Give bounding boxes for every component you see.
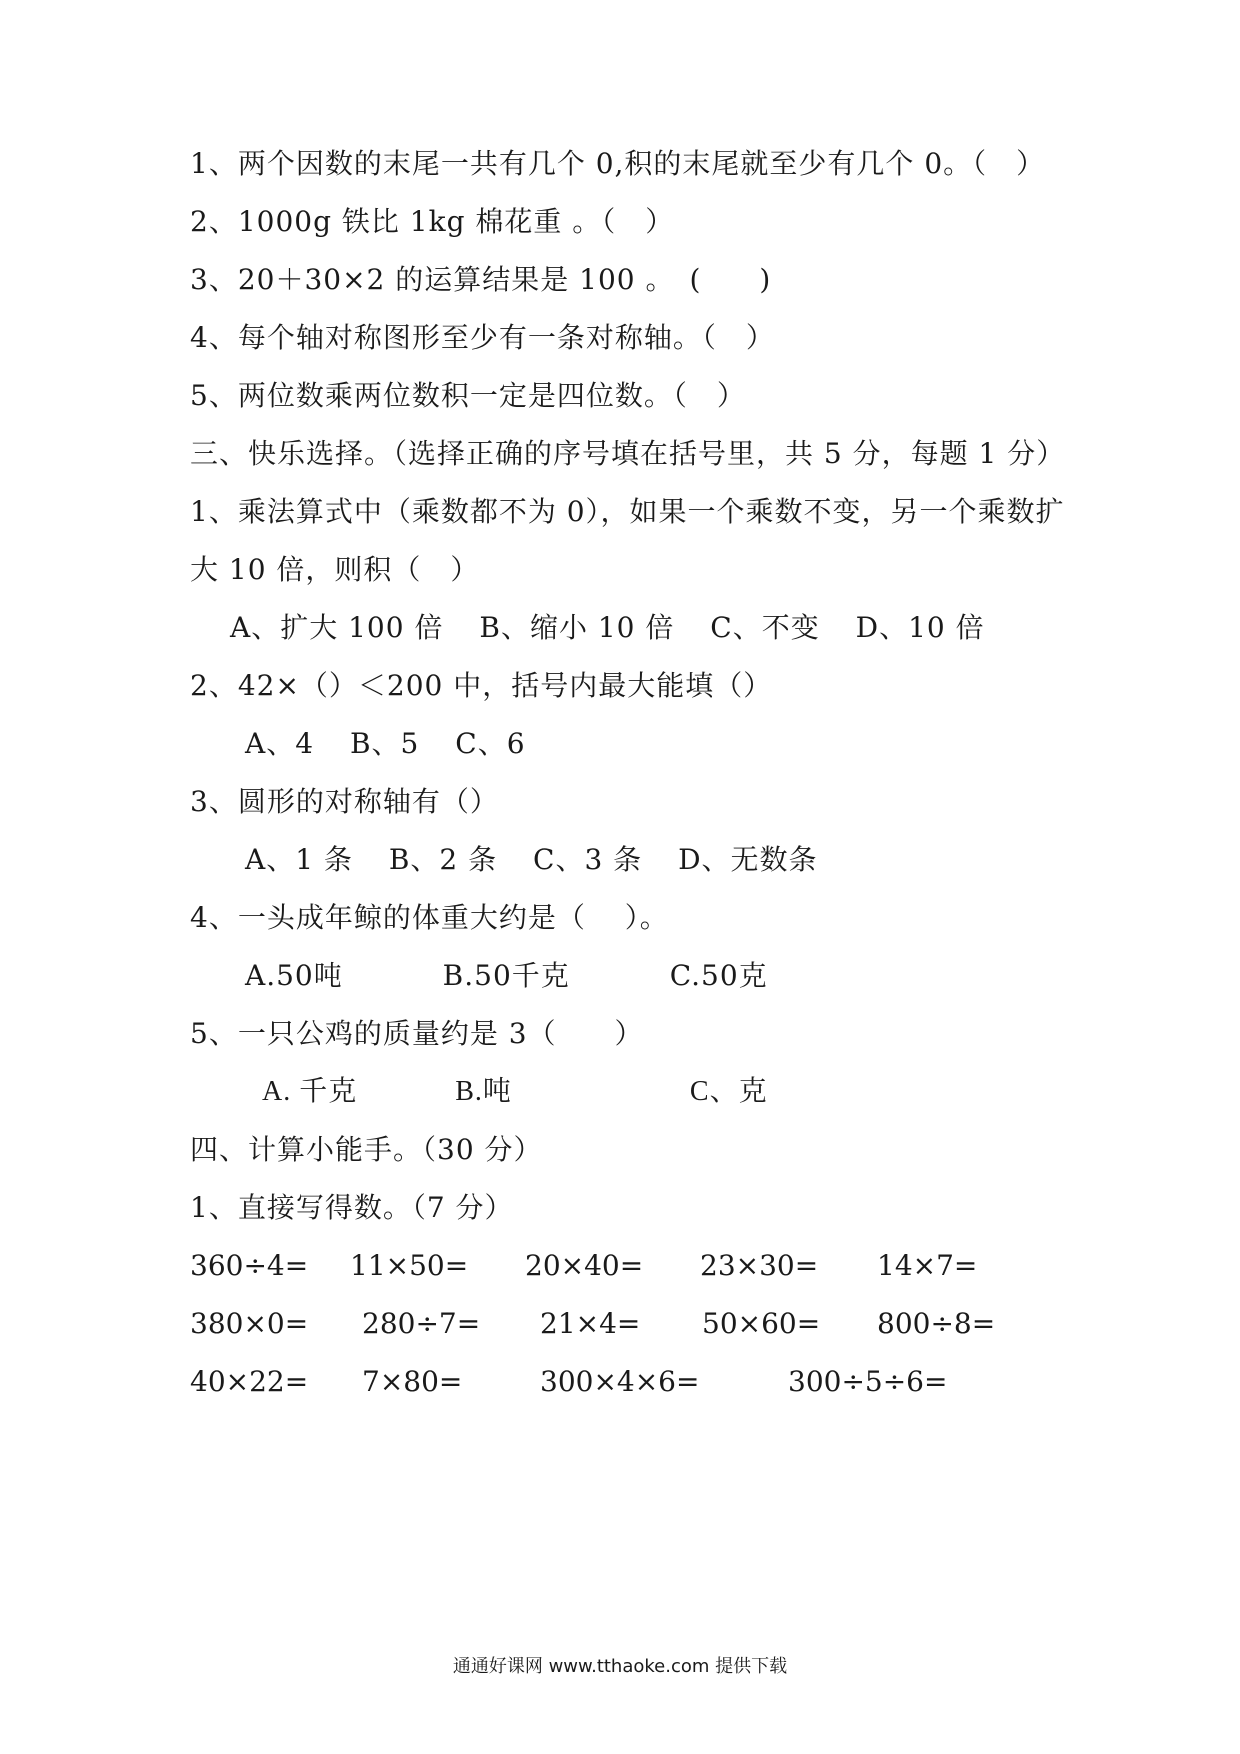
option-d: D、无数条 — [678, 843, 818, 876]
choice-q3: 3、圆形的对称轴有（） — [190, 785, 499, 818]
calc-item: 40×22= — [190, 1365, 309, 1398]
option-b: B.50千克 — [442, 959, 570, 992]
option-c: C、不变 — [710, 611, 820, 644]
choice-q2: 2、42×（）＜200 中，括号内最大能填（） — [190, 669, 773, 702]
judge-question-2: 2、1000g 铁比 1kg 棉花重 。（ ） — [190, 205, 675, 238]
calc-item: 280÷7= — [362, 1307, 481, 1340]
section-3-title: 三、快乐选择。（选择正确的序号填在括号里，共 5 分，每题 1 分） — [190, 437, 1066, 470]
calc-item: 800÷8= — [877, 1307, 996, 1340]
option-c: C、克 — [689, 1076, 768, 1107]
choice-q1-line1: 1、乘法算式中（乘数都不为 0），如果一个乘数不变，另一个乘数扩 — [190, 495, 1065, 528]
judge-question-4: 4、每个轴对称图形至少有一条对称轴。（ ） — [190, 321, 775, 354]
choice-q1-line2: 大 10 倍，则积（ ） — [190, 553, 480, 586]
calc-subsection-1: 1、直接写得数。（7 分） — [190, 1191, 514, 1224]
calc-item: 14×7= — [877, 1249, 978, 1282]
choice-q5-options — [262, 1074, 794, 1110]
calc-item: 300×4×6= — [540, 1365, 700, 1398]
choice-q4-options — [245, 958, 794, 994]
option-b: B.吨 — [455, 1076, 512, 1107]
calc-item: 20×40= — [525, 1249, 644, 1282]
calc-item: 50×60= — [702, 1307, 821, 1340]
option-b: B、5 — [349, 727, 420, 760]
calc-item: 7×80= — [362, 1365, 463, 1398]
choice-q1-options — [230, 610, 1011, 646]
option-b: B、缩小 10 倍 — [479, 611, 675, 644]
choice-q2-options — [245, 726, 552, 762]
option-d: D、10 倍 — [855, 611, 985, 644]
option-a: A. 千克 — [262, 1076, 358, 1107]
calc-item: 11×50= — [350, 1249, 469, 1282]
calc-item: 23×30= — [700, 1249, 819, 1282]
page-footer: 通通好课网 www.tthaoke.com 提供下载 — [452, 1656, 788, 1677]
choice-q3-options — [245, 842, 844, 878]
calc-item: 300÷5÷6= — [788, 1365, 948, 1398]
option-c: C、3 条 — [533, 843, 643, 876]
option-c: C.50克 — [669, 959, 768, 992]
section-4-title: 四、计算小能手。（30 分） — [190, 1133, 543, 1166]
option-c: C、6 — [455, 727, 526, 760]
judge-question-1: 1、两个因数的末尾一共有几个 0,积的末尾就至少有几个 0。（ ） — [190, 147, 1046, 180]
calc-item: 380×0= — [190, 1307, 309, 1340]
judge-question-5: 5、两位数乘两位数积一定是四位数。（ ） — [190, 379, 746, 412]
calc-item: 360÷4= — [190, 1249, 309, 1282]
option-b: B、2 条 — [388, 843, 498, 876]
option-a: A、4 — [245, 727, 315, 760]
option-a: A、1 条 — [245, 843, 353, 876]
judge-question-3: 3、20＋30×2 的运算结果是 100 。 ( ) — [190, 263, 772, 296]
choice-q5: 5、一只公鸡的质量约是 3（ ） — [190, 1017, 644, 1050]
choice-q4: 4、一头成年鲸的体重大约是（ ）。 — [190, 901, 669, 934]
option-a: A、扩大 100 倍 — [230, 611, 444, 644]
calc-item: 21×4= — [540, 1307, 641, 1340]
option-a: A.50吨 — [245, 959, 343, 992]
